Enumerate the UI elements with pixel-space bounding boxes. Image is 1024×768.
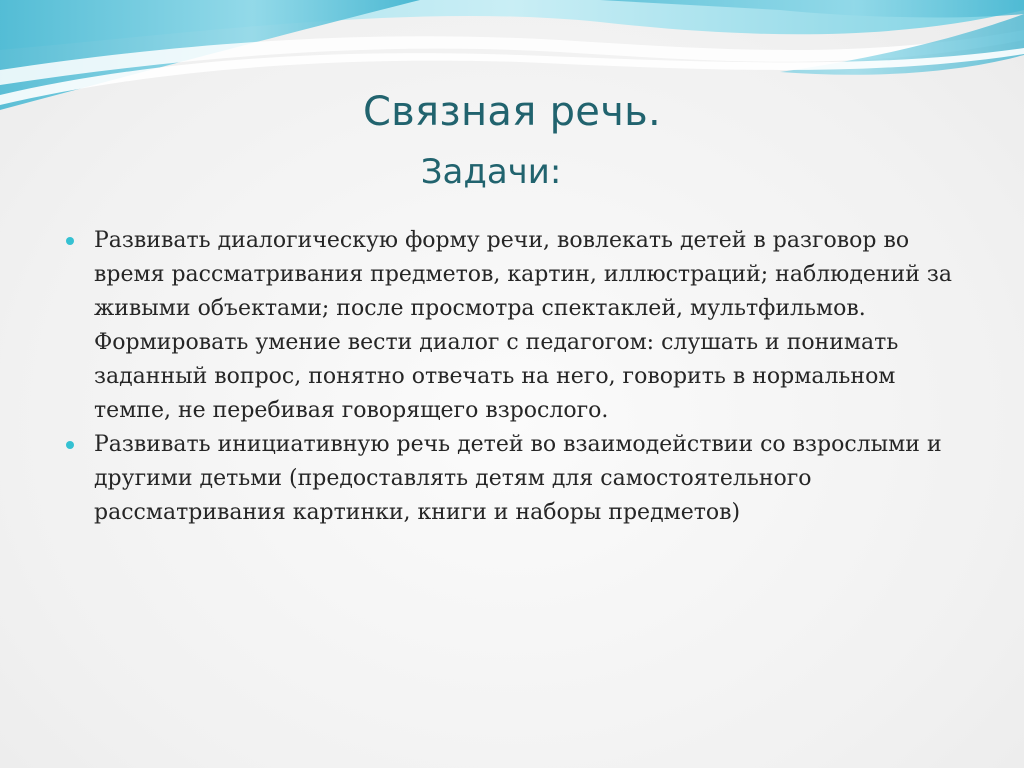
bullet-text: Развивать диалогическую форму речи, вовлекать детей в разговор во время рассматривания предметов, картин, иллюстраций; наблюдений за живыми объектами; после просмотра спектаклей, мультфильмов. Формировать умение вести диалог с педагогом: слушать и понимать заданный вопрос, понятно отвечать на него, говорить в нормальном темпе, не перебивая говорящего взрослого.	[94, 228, 952, 423]
slide-title	[0, 82, 1024, 202]
bullet-dot-icon	[66, 441, 74, 449]
bullet-item	[62, 224, 962, 428]
bullet-dot-icon	[66, 237, 74, 245]
title-main: Связная речь.	[362, 89, 662, 135]
title-subtitle: Задачи:	[420, 152, 562, 192]
bullet-text: Развивать инициативную речь детей во взаимодействии со взрослыми и другими детьми (предоставлять детям для самостоятельного рассматривания картинки, книги и наборы предметов)	[94, 432, 942, 525]
bullet-list	[62, 224, 962, 530]
bullet-item	[62, 428, 962, 530]
